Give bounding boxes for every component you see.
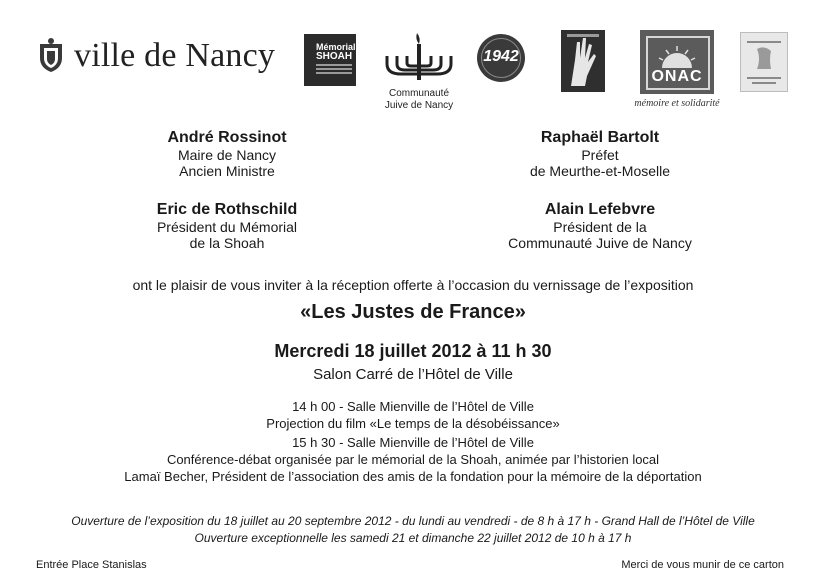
host-name: André Rossinot (167, 129, 287, 146)
memorial-de-la-shoah-logo (304, 34, 356, 86)
host-role: Communauté Juive de Nancy (508, 235, 692, 251)
host-block-rossinot (112, 128, 342, 179)
onac-logo (640, 30, 714, 94)
host-name: Eric de Rothschild (156, 201, 298, 218)
prefecture-logo-line (747, 77, 781, 79)
communaute-logo-text: Communauté Juive de Nancy (384, 88, 454, 111)
program-line-4: Conférence-débat organisée par le mémorial de la Shoah, animée par l’historien local (166, 452, 660, 467)
raised-hands-icon (561, 30, 605, 92)
1942-logo-text: 1942 (483, 48, 519, 65)
event-venue: Salon Carré de l’Hôtel de Ville (313, 366, 513, 383)
onac-tagline: mémoire et solidarité (634, 98, 720, 109)
communaute-juive-logo (372, 30, 466, 120)
opening-line-2: Ouverture exceptionnelle les samedi 21 et dimanche 22 juillet 2012 de 10 h à 17 h (194, 531, 632, 545)
host-role: de la Shoah (189, 235, 265, 251)
memorial-logo-text-1: Mémorial (316, 42, 356, 52)
host-name: Alain Lefebvre (544, 201, 656, 218)
event-date: Mercredi 18 juillet 2012 à 11 h 30 (274, 341, 552, 361)
host-role: Président du Mémorial (156, 219, 298, 235)
program-line-5: Lamaï Becher, Président de l’association des amis de la fondation pour la mémoire de la déportation (124, 469, 702, 484)
nancy-crest-icon (36, 38, 66, 74)
host-block-rothschild (112, 200, 342, 251)
footer-card-note: Merci de vous munir de ce carton (621, 559, 784, 571)
prefecture-logo-line (752, 82, 776, 84)
host-role: Ancien Ministre (179, 163, 275, 179)
exhibition-title: «Les Justes de France» (300, 301, 526, 323)
menorah-icon (372, 30, 466, 86)
program-line-3: 15 h 30 - Salle Mienville de l’Hôtel de Ville (292, 435, 534, 450)
ville-de-nancy-logo (36, 36, 275, 76)
host-role: Maire de Nancy (177, 147, 277, 163)
memorial-logo-text-2: SHOAH (316, 51, 353, 62)
host-role: de Meurthe-et-Moselle (529, 163, 671, 179)
memorial-logo-subtext-lines (316, 64, 352, 80)
prefecture-logo (740, 32, 788, 92)
invitation-text: ont le plaisir de vous inviter à la réception offerte à l’occasion du vernissage de l’exposition (132, 277, 694, 293)
opening-line-1: Ouverture de l’exposition du 18 juillet au 20 septembre 2012 - du lundi au vendredi - de 8 h à 17 h - Grand Hall de l’Hôtel de Ville (71, 514, 755, 528)
onac-logo-text: ONAC (651, 68, 703, 85)
prefecture-logo-line (747, 41, 781, 43)
program-line-2: Projection du film «Le temps de la désobéissance» (266, 416, 560, 431)
host-role: Président de la (553, 219, 647, 235)
program-line-1: 14 h 00 - Salle Mienville de l’Hôtel de Ville (292, 399, 534, 414)
1942-logo (477, 34, 525, 82)
host-block-lefebvre (485, 200, 715, 251)
nancy-logo-text: ville de Nancy (74, 37, 276, 74)
footer-entrance: Entrée Place Stanislas (36, 559, 147, 571)
host-role: Préfet (581, 147, 619, 163)
marianne-icon (741, 45, 787, 75)
host-block-bartolt (485, 128, 715, 179)
hands-logo (561, 30, 605, 92)
host-name: Raphaël Bartolt (540, 129, 660, 146)
